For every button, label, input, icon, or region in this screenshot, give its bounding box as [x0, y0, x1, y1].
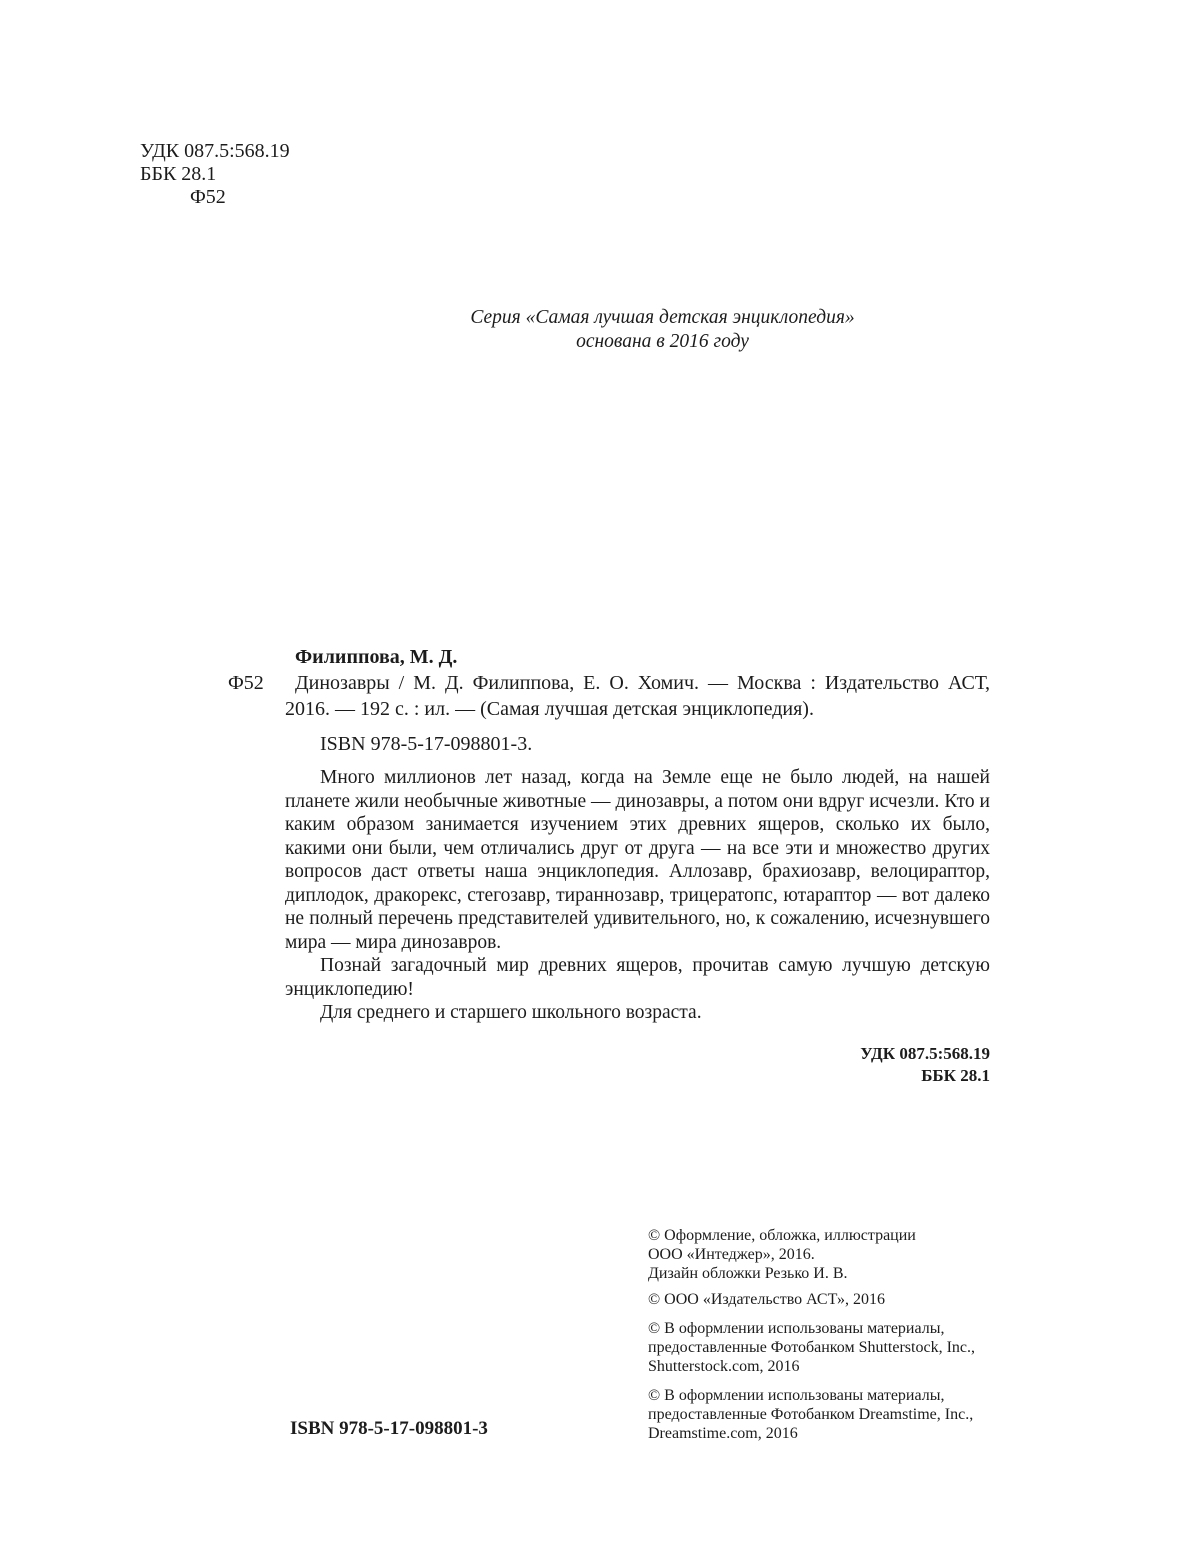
- bbk-code-bottom: ББК 28.1: [921, 1065, 990, 1085]
- isbn-bottom: ISBN 978-5-17-098801-3: [290, 1418, 488, 1439]
- copyright-design-line-1: © Оформление, обложка, иллюстрации: [648, 1227, 916, 1244]
- bottom-classification-codes: [285, 1043, 990, 1087]
- copyright-dreamstime: [648, 1386, 1013, 1443]
- copyright-shutterstock-line-1: © В оформлении использованы материалы,: [648, 1320, 945, 1337]
- copyright-publisher: [648, 1290, 1013, 1309]
- top-classification-codes: [140, 140, 290, 209]
- copyright-shutterstock: [648, 1319, 1013, 1376]
- copyright-design: [648, 1226, 1013, 1283]
- catalog-entry-wrap: [228, 670, 990, 722]
- catalog-isbn: ISBN 978-5-17-098801-3.: [320, 733, 533, 755]
- copyright-dreamstime-line-3: Dreamstime.com, 2016: [648, 1425, 798, 1442]
- catalog-card: [228, 644, 990, 1087]
- annotation-paragraph-3: Для среднего и старшего школьного возраста.: [320, 1002, 702, 1023]
- annotation: [285, 766, 990, 1025]
- copyright-design-line-2: ООО «Интеджер», 2016.: [648, 1246, 815, 1263]
- udk-code-bottom: УДК 087.5:568.19: [860, 1043, 990, 1063]
- series-line-2: основана в 2016 году: [576, 331, 749, 352]
- copyright-design-line-3: Дизайн обложки Резько И. В.: [648, 1265, 848, 1282]
- copyright-dreamstime-line-1: © В оформлении использованы материалы,: [648, 1387, 945, 1404]
- author-sign-code-margin: Ф52: [228, 672, 264, 694]
- bbk-code-top: ББК 28.1: [140, 163, 217, 185]
- catalog-author: Филиппова, М. Д.: [295, 646, 458, 668]
- copyright-block: [648, 1226, 1013, 1443]
- author-sign-code-top: Ф52: [190, 186, 226, 208]
- copyright-shutterstock-line-3: Shutterstock.com, 2016: [648, 1358, 800, 1375]
- annotation-paragraph-1: Много миллионов лет назад, когда на Земле еще не было людей, на нашей планете жили необычные животные — динозавры, а потом они вдруг исчезли. Кто и каким образом занимается изучением этих древних ящеров, сколько их было, какими они были, чем отличались друг от друга — на все эти и множество других вопросов даст ответы наша энциклопедия. Аллозавр, брахиозавр, велоцираптор, диплодок, дракорекс, стегозавр, тираннозавр, трицератопс, ютараптор — вот далеко не полный перечень представителей удивительного, но, к сожалению, исчезнувшего мира — мира динозавров.: [285, 767, 990, 953]
- copyright-shutterstock-line-2: предоставленные Фотобанком Shutterstock, Inc.,: [648, 1339, 976, 1356]
- udk-code-top: УДК 087.5:568.19: [140, 140, 290, 162]
- series-note: [285, 306, 1040, 354]
- series-line-1: Серия «Самая лучшая детская энциклопедия»: [470, 307, 855, 328]
- copyright-publisher-line-1: © ООО «Издательство АСТ», 2016: [648, 1291, 885, 1308]
- annotation-paragraph-2: Познай загадочный мир древних ящеров, прочитав самую лучшую детскую энциклопедию!: [285, 955, 990, 1000]
- catalog-entry: Динозавры / М. Д. Филиппова, Е. О. Хомич. — Москва : Издательство АСТ, 2016. — 192 с. : ил. — (Самая лучшая детская энциклопедия).: [285, 672, 990, 720]
- copyright-dreamstime-line-2: предоставленные Фотобанком Dreamstime, Inc.,: [648, 1406, 974, 1423]
